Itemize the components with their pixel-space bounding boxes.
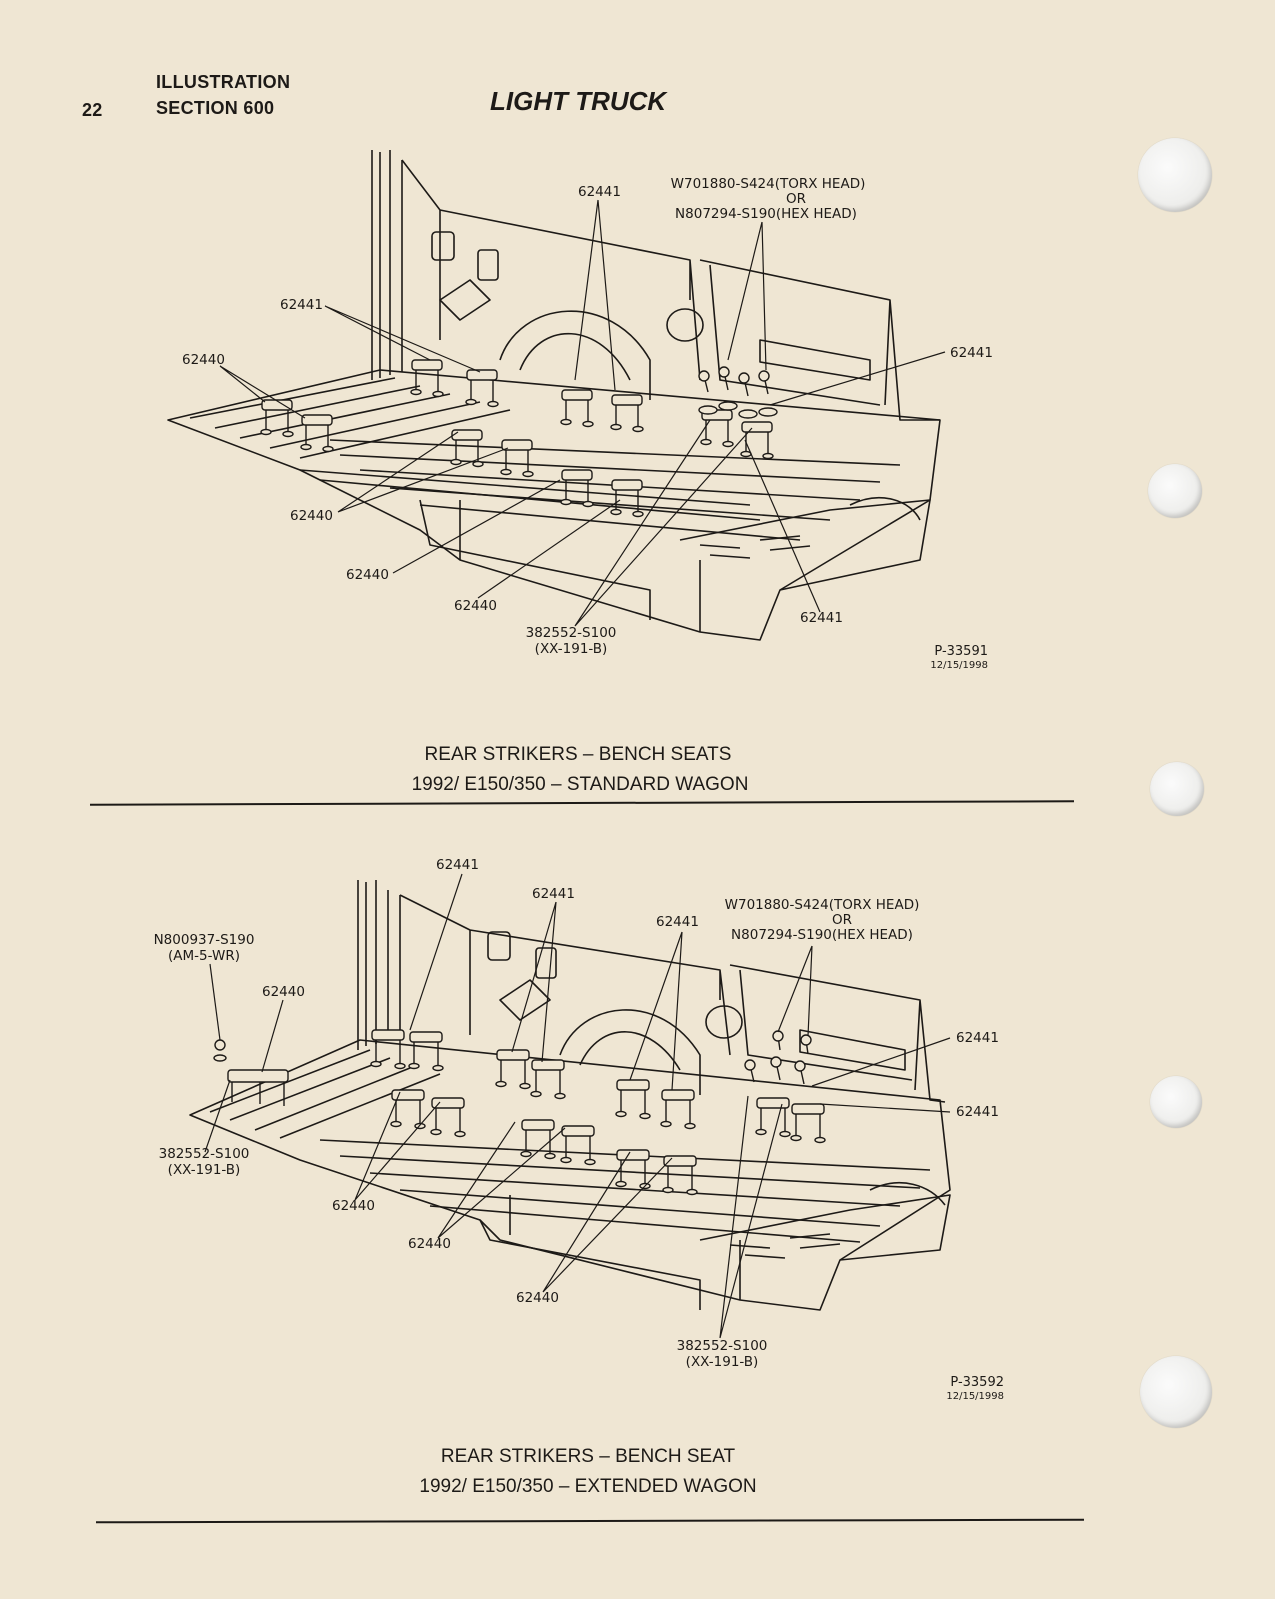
fig1-divider [90, 800, 1074, 805]
fig1-label-hex: N807294-S190(HEX HEAD) [675, 206, 857, 222]
fig2-label-torx: W701880-S424(TORX HEAD) [724, 897, 920, 913]
section-label: SECTION 600 [156, 98, 275, 118]
fig2-label-n800937-code: (AM-5-WR) [168, 948, 240, 964]
fig1-label-62441-left: 62441 [280, 297, 323, 313]
fig1-label-or: OR [785, 191, 807, 207]
fig2-label-62440-c: 62440 [516, 1290, 559, 1306]
fig2-divider [96, 1519, 1084, 1524]
fig2-label-382552-bottom-code: (XX-191-B) [685, 1354, 759, 1370]
fig2-label-62441-right2: 62441 [956, 1104, 999, 1120]
fig1-label-382552-code: (XX-191-B) [534, 641, 608, 657]
fig1-label-62441-right: 62441 [950, 345, 993, 361]
fig1-label-62440-c: 62440 [454, 598, 497, 614]
illustration-label: ILLUSTRATION [156, 72, 291, 92]
fig1-label-62440-a: 62440 [290, 508, 333, 524]
fig2-label-62441-c: 62441 [656, 914, 699, 930]
fig2-label-62441-top: 62441 [436, 857, 479, 873]
page-number: 22 [82, 100, 103, 120]
fig2-label-62441-right1: 62441 [956, 1030, 999, 1046]
fig2-label-n800937: N800937-S190 [153, 932, 255, 948]
fig2-caption-line2: 1992/ E150/350 – EXTENDED WAGON [419, 1476, 757, 1497]
fig1-ref-date: 12/15/1998 [930, 660, 988, 671]
fig2-ref-number: P-33592 [950, 1375, 1004, 1390]
fig1-label-62440-b: 62440 [346, 567, 389, 583]
fig2-label-hex: N807294-S190(HEX HEAD) [731, 927, 913, 943]
page-title: LIGHT TRUCK [490, 86, 667, 116]
fig2-label-or: OR [831, 912, 853, 928]
fig1-label-62441-top: 62441 [578, 184, 621, 200]
fig1-label-torx: W701880-S424(TORX HEAD) [670, 176, 866, 192]
fig2-label-62440-b: 62440 [408, 1236, 451, 1252]
fig1-caption-line2: 1992/ E150/350 – STANDARD WAGON [411, 774, 749, 795]
fig2-label-62441-b: 62441 [532, 886, 575, 902]
fig1-ref-number: P-33591 [934, 644, 988, 659]
fig2-label-382552-bottom: 382552-S100 [676, 1338, 768, 1354]
fig1-label-382552: 382552-S100 [525, 625, 617, 641]
fig2-label-62440-a: 62440 [332, 1198, 375, 1214]
fig2-label-382552-left: 382552-S100 [158, 1146, 250, 1162]
fig1-label-62441-bottom: 62441 [800, 610, 843, 626]
fig2-ref [916, 1376, 1004, 1404]
binder-hole-3 [1150, 762, 1204, 816]
fig2-label-382552-left-code: (XX-191-B) [167, 1162, 241, 1178]
fig2-label-62440-left: 62440 [262, 984, 305, 1000]
figure2-floor-drawing [0, 840, 1275, 1400]
fig1-label-62440-left: 62440 [182, 352, 225, 368]
fig2-ref-date: 12/15/1998 [946, 1391, 1004, 1402]
fig1-caption-line1: REAR STRIKERS – BENCH SEATS [424, 744, 732, 765]
fig2-caption-line1: REAR STRIKERS – BENCH SEAT [440, 1446, 736, 1467]
fig1-ref [900, 645, 988, 673]
